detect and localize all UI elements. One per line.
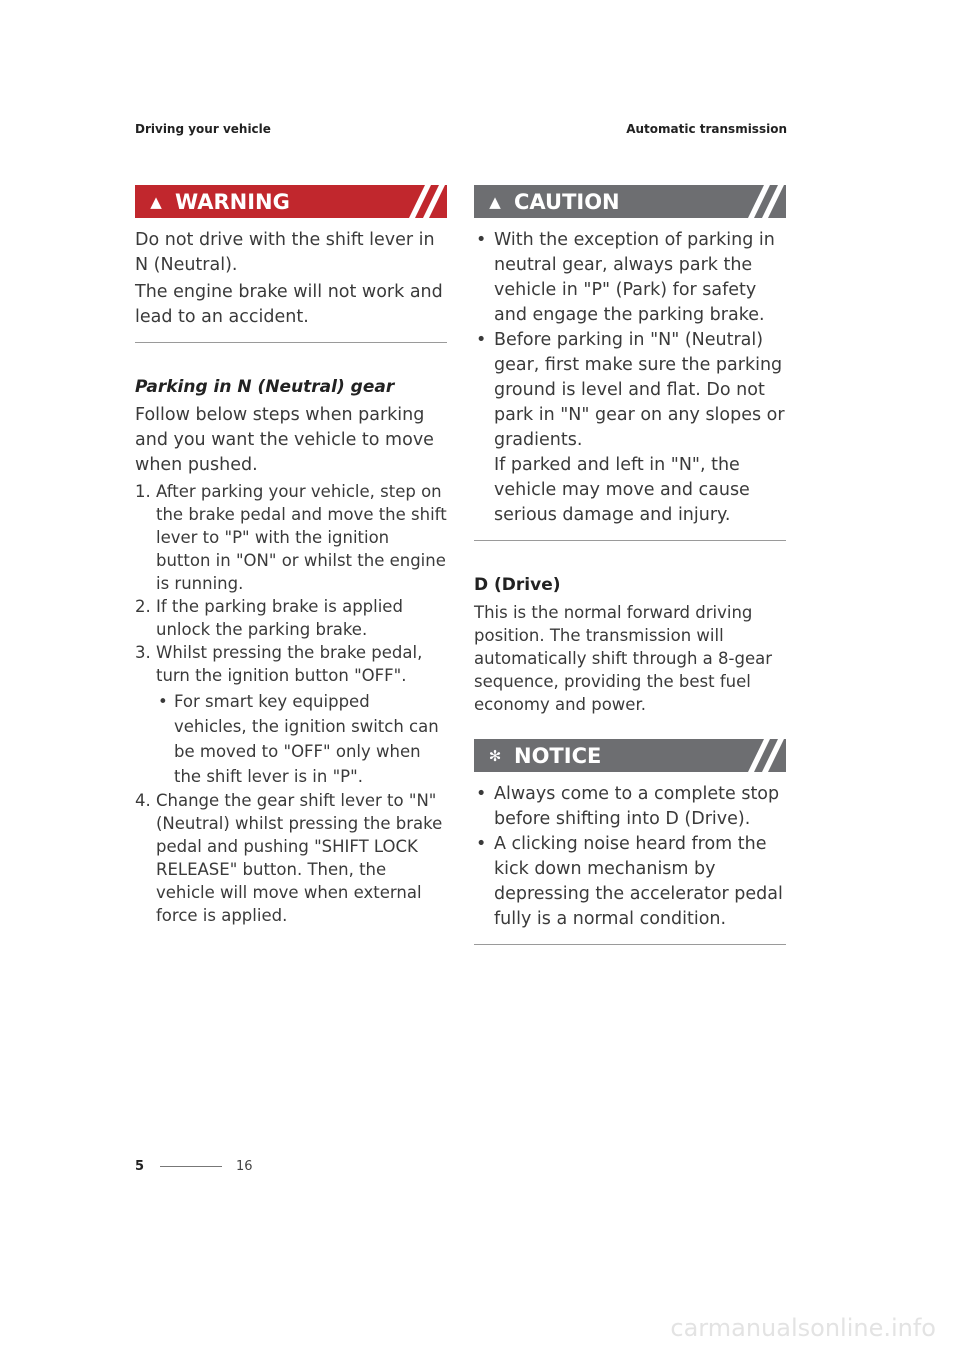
notice-bullet-text: Always come to a complete stop before shifting into D (Drive). (494, 784, 780, 829)
parking-step (135, 641, 447, 789)
notice-banner (474, 739, 786, 772)
parking-intro: Follow below steps when parking and you want the vehicle to move when pushed. (135, 405, 434, 475)
caution-label: CAUTION (514, 189, 620, 214)
bullet-dot: • (158, 692, 168, 711)
footer-divider (160, 1166, 222, 1167)
parking-heading: Parking in N (Neutral) gear (135, 377, 395, 397)
bullet-dot: • (476, 230, 487, 250)
step-number: 3. (135, 643, 151, 662)
sub-bullet-item (156, 689, 447, 789)
notice-bullet-text: A clicking noise heard from the kick down mechanism by depressing the accelerator pedal fully is a normal condition. (494, 834, 783, 929)
step-text: If the parking brake is applied unlock the parking brake. (156, 597, 403, 639)
notice-label: NOTICE (514, 743, 602, 768)
slash-stripes-icon (387, 185, 447, 218)
caution-bullets (474, 228, 786, 528)
parking-step (135, 789, 447, 927)
step-text: Whilst pressing the brake pedal, turn the ignition button "OFF". (156, 643, 423, 685)
notice-bullet (474, 832, 786, 932)
footer-page-number: 16 (236, 1159, 253, 1174)
notice-end-rule (474, 944, 786, 945)
bullet-dot: • (476, 834, 487, 854)
sub-bullet-text: For smart key equipped vehicles, the ignition switch can be moved to "OFF" only when the shift lever is in "P". (174, 692, 439, 786)
caution-bullet (474, 228, 786, 328)
slash-stripes-icon (726, 739, 786, 772)
step-text: Change the gear shift lever to "N" (Neutral) whilst pressing the brake pedal and pushing "SHIFT LOCK RELEASE" button. Then, the vehicle will move when external force is applied. (156, 791, 443, 925)
caution-bullet-text: Before parking in "N" (Neutral) gear, first make sure the parking ground is level and flat. Do not park in "N" gear on any slopes or gradients. (494, 330, 785, 450)
running-header-topic: Automatic transmission (626, 122, 787, 136)
watermark: carmanualsonline.info (670, 1314, 936, 1342)
running-header-section: Driving your vehicle (135, 122, 271, 136)
caution-bullet-extra: If parked and left in "N", the vehicle may move and cause serious damage and injury. (494, 455, 750, 525)
slash-stripes-icon (726, 185, 786, 218)
warning-paragraph-2: The engine brake will not work and lead to an accident. (135, 282, 443, 327)
step-sub-bullets (156, 689, 447, 789)
caution-bullet-text: With the exception of parking in neutral gear, always park the vehicle in "P" (Park) for safety and engage the parking brake. (494, 230, 775, 325)
bullet-dot: • (476, 330, 487, 350)
warning-label: WARNING (175, 189, 290, 214)
step-number: 1. (135, 482, 151, 501)
right-column (474, 185, 786, 945)
notice-bullets (474, 782, 786, 932)
left-column (135, 185, 447, 927)
caution-bullet (474, 328, 786, 528)
asterisk-icon: ✻ (488, 746, 502, 765)
warning-end-rule (135, 342, 447, 343)
warning-banner (135, 185, 447, 218)
parking-step (135, 480, 447, 595)
parking-steps (135, 480, 447, 927)
parking-step (135, 595, 447, 641)
footer-chapter-number: 5 (135, 1159, 145, 1174)
step-number: 4. (135, 791, 151, 810)
drive-heading: D (Drive) (474, 575, 561, 595)
warning-triangle-icon: ▲ (489, 192, 501, 211)
warning-paragraph-1: Do not drive with the shift lever in N (Neutral). (135, 230, 435, 275)
step-number: 2. (135, 597, 151, 616)
bullet-dot: • (476, 784, 487, 804)
warning-triangle-icon: ▲ (150, 192, 162, 211)
drive-text: This is the normal forward driving position. The transmission will automatically shift through a 8-gear sequence, providing the best fuel economy and power. (474, 603, 773, 714)
step-text: After parking your vehicle, step on the brake pedal and move the shift lever to "P" with the ignition button in "ON" or whilst the engine is running. (156, 482, 447, 593)
notice-bullet (474, 782, 786, 832)
caution-banner (474, 185, 786, 218)
caution-end-rule (474, 540, 786, 541)
